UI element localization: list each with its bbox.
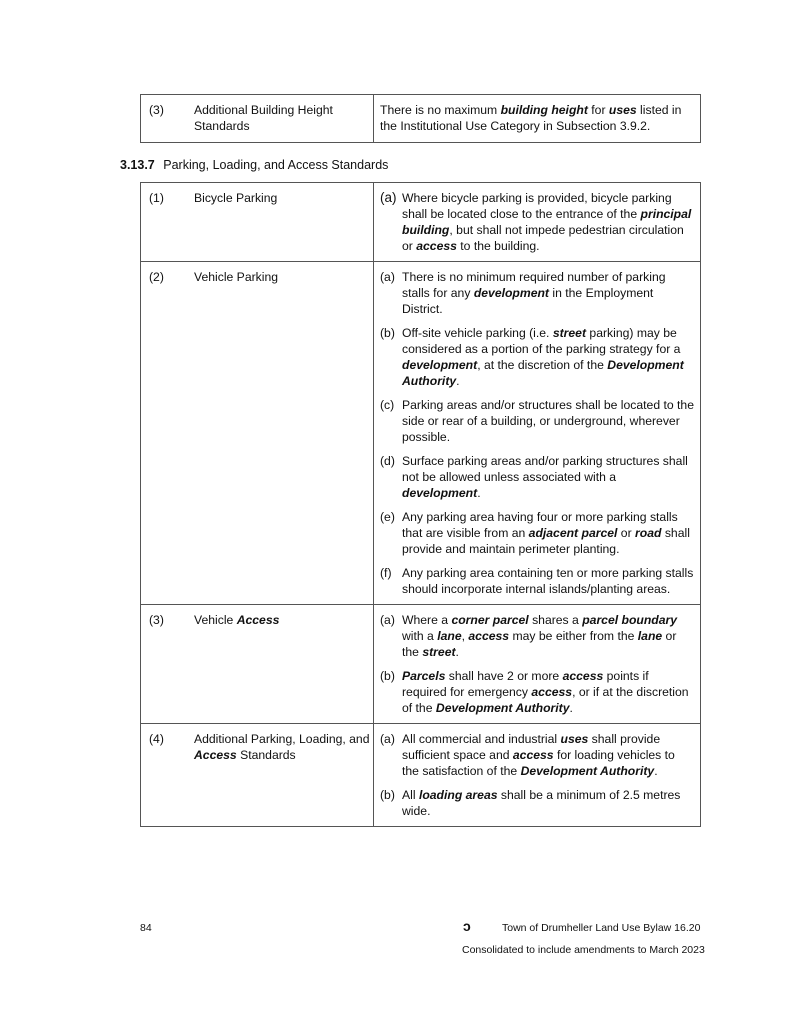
item-text: There is no minimum required number of parking stalls for any development in the Employment District.: [402, 270, 666, 316]
bylaw-title: Town of Drumheller Land Use Bylaw 16.20: [502, 922, 701, 934]
list-item: [380, 325, 694, 389]
row-number: (4): [149, 732, 164, 746]
section-title: Parking, Loading, and Access Standards: [163, 158, 389, 172]
row-text: There is no maximum building height for uses listed in the Institutional Use Category in Subsection 3.9.2.: [380, 103, 682, 133]
row-label: Vehicle Parking: [194, 270, 279, 284]
list-item: [380, 731, 694, 779]
row-number: (3): [149, 103, 164, 117]
item-letter: (b): [380, 326, 395, 340]
item-text: Parking areas and/or structures shall be located to the side or rear of a building, or underground, wherever possible.: [402, 398, 694, 444]
item-text: Where bicycle parking is provided, bicycle parking shall be located close to the entrance of the principal building, but shall not impede pedestrian circulation or access to the building.: [402, 191, 692, 253]
table-row: [141, 262, 701, 605]
list-item: [380, 453, 694, 501]
item-text: Where a corner parcel shares a parcel boundary with a lane, access may be either from the lane or the street.: [402, 613, 678, 659]
list-item: [380, 190, 694, 254]
item-letter: (d): [380, 454, 395, 468]
table-row: [141, 605, 701, 724]
item-letter: (a): [380, 190, 397, 205]
parking-rows: [141, 183, 701, 827]
item-letter: (e): [380, 510, 395, 524]
row-number: (1): [149, 191, 164, 205]
item-letter: (a): [380, 732, 395, 746]
table-row: [141, 183, 701, 262]
section-number: 3.13.7: [120, 158, 155, 172]
row-label: Bicycle Parking: [194, 191, 278, 205]
list-item: [380, 397, 694, 445]
item-text: Any parking area containing ten or more parking stalls should incorporate internal islands/planting areas.: [402, 566, 694, 596]
item-letter: (a): [380, 270, 395, 284]
row-label: Additional Parking, Loading, and Access Standards: [194, 732, 370, 762]
page-number: 84: [140, 922, 152, 934]
item-letter: (a): [380, 613, 395, 627]
height-standards-table: [140, 94, 701, 143]
item-text: Any parking area having four or more parking stalls that are visible from an adjacent parcel or road shall provide and maintain perimeter planting.: [402, 510, 690, 556]
item-text: All loading areas shall be a minimum of 2.5 metres wide.: [402, 788, 681, 818]
item-text: All commercial and industrial uses shall provide sufficient space and access for loading vehicles to the satisfaction of the Development Authority.: [402, 732, 675, 778]
row-number: (3): [149, 613, 164, 627]
item-letter: (c): [380, 398, 395, 412]
item-letter: (b): [380, 788, 395, 802]
list-item: [380, 787, 694, 819]
item-letter: (b): [380, 669, 395, 683]
list-item: [380, 509, 694, 557]
table-row: [141, 724, 701, 827]
row-number: (2): [149, 270, 164, 284]
list-item: [380, 269, 694, 317]
consolidation-note: Consolidated to include amendments to March 2023: [462, 944, 705, 956]
list-item: [380, 668, 694, 716]
row-label: Vehicle Access: [194, 613, 280, 627]
row-label: Additional Building Height Standards: [194, 103, 333, 133]
table-row: [141, 95, 701, 143]
section-heading: [120, 158, 388, 172]
item-text: Surface parking areas and/or parking structures shall not be allowed unless associated with a development.: [402, 454, 688, 500]
list-item: [380, 565, 694, 597]
item-text: Parcels shall have 2 or more access points if required for emergency access, or if at the discretion of the Development Authority.: [402, 669, 689, 715]
parking-standards-table: [140, 182, 701, 827]
item-text: Off-site vehicle parking (i.e. street parking) may be considered as a portion of the parking strategy for a development, at the discretion of the Development Authority.: [402, 326, 684, 388]
item-letter: (f): [380, 566, 392, 580]
town-logo-icon: ↄ: [463, 918, 471, 934]
list-item: [380, 612, 694, 660]
